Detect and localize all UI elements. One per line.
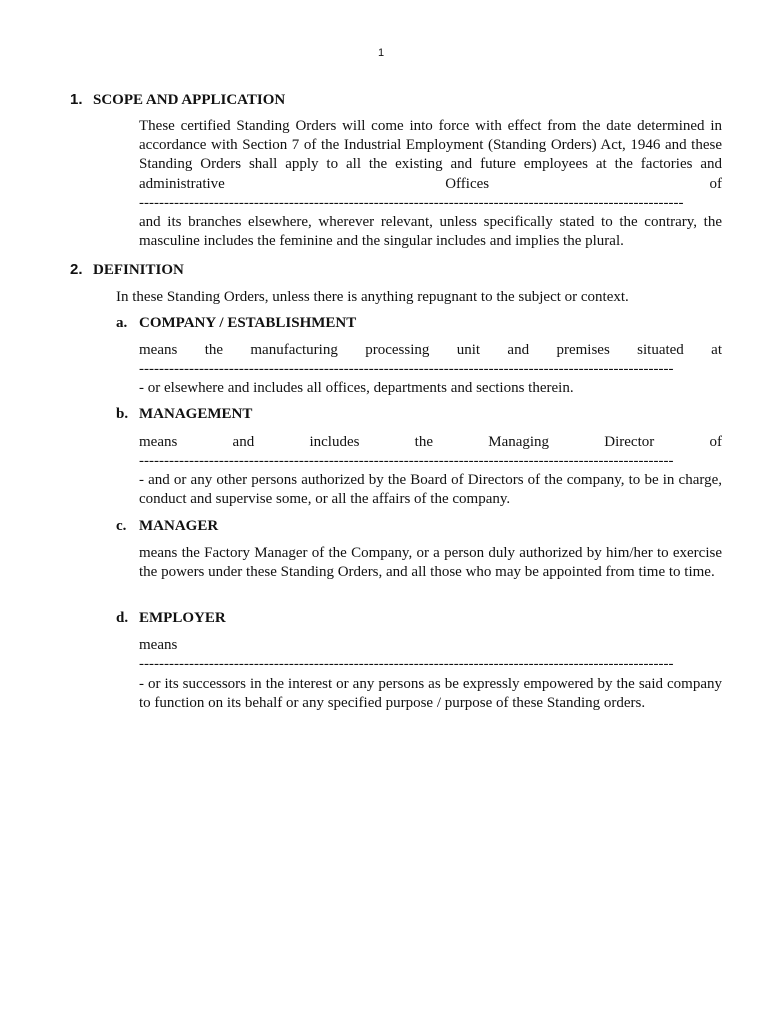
page-number: 1 [377,47,385,59]
word: Offices [445,176,490,192]
company-definition-continued: - or elsewhere and includes all offices, departments and sections therein. [139,380,574,396]
item-letter: b. [116,406,129,422]
item-title: MANAGER [139,518,219,534]
section-number: 1. [70,91,83,108]
section-heading-definition [70,260,184,280]
definition-intro: In these Standing Orders, unless there is anything repugnant to the subject or context. [116,289,629,305]
word: administrative [139,176,225,192]
item-letter: d. [116,610,129,626]
employer-definition-line: means [139,637,178,653]
management-definition-line: means and includes the Managing Director of [139,434,722,450]
word: of [709,176,722,192]
scope-paragraph-1: These certified Standing Orders will come into force with effect from the date determined in accordance with Section 7 of the Industrial Employment (Standing Orders) Act, 1946 and these Standing Orders shall apply to all the existing and future employees at the factories and [139,118,722,172]
section-number: 2. [70,261,83,278]
manager-definition: means the Factory Manager of the Company, or a person duly authorized by him/her to exercise the powers under these Standing Orders, and all those who may be appointed from time to time. [139,545,722,580]
item-title: EMPLOYER [139,610,226,626]
scope-offices-line [139,175,722,194]
item-title: MANAGEMENT [139,406,253,422]
section-title: SCOPE AND APPLICATION [93,92,286,108]
blank-fill-line: ----------------------------------------------------------------------------------------------------------- [139,656,674,672]
blank-fill-line: ------------------------------------------------------------------------------------------------------------- [139,195,684,211]
section-heading-scope [70,90,285,110]
item-letter: c. [116,518,127,534]
item-letter: a. [116,315,128,331]
subheading-company [116,314,356,333]
employer-definition-continued: - or its successors in the interest or any persons as be expressly empowered by the said company to function on its behalf or any specified purpose / purpose of these Standing orders. [139,676,722,711]
management-definition-continued: - and or any other persons authorized by the Board of Directors of the company, to be in charge, conduct and supervise some, or all the affairs of the company. [139,472,722,507]
scope-paragraph-2: and its branches elsewhere, wherever relevant, unless specifically stated to the contrary, the masculine includes the feminine and the singular includes and implies the plural. [139,214,722,249]
section-title: DEFINITION [93,262,184,278]
blank-fill-line: ----------------------------------------------------------------------------------------------------------- [139,361,674,377]
company-definition-line: means the manufacturing processing unit and premises situated at [139,342,722,358]
item-title: COMPANY / ESTABLISHMENT [139,315,357,331]
subheading-employer [116,609,226,628]
subheading-management [116,405,252,424]
subheading-manager [116,517,218,536]
blank-fill-line: ----------------------------------------------------------------------------------------------------------- [139,453,674,469]
